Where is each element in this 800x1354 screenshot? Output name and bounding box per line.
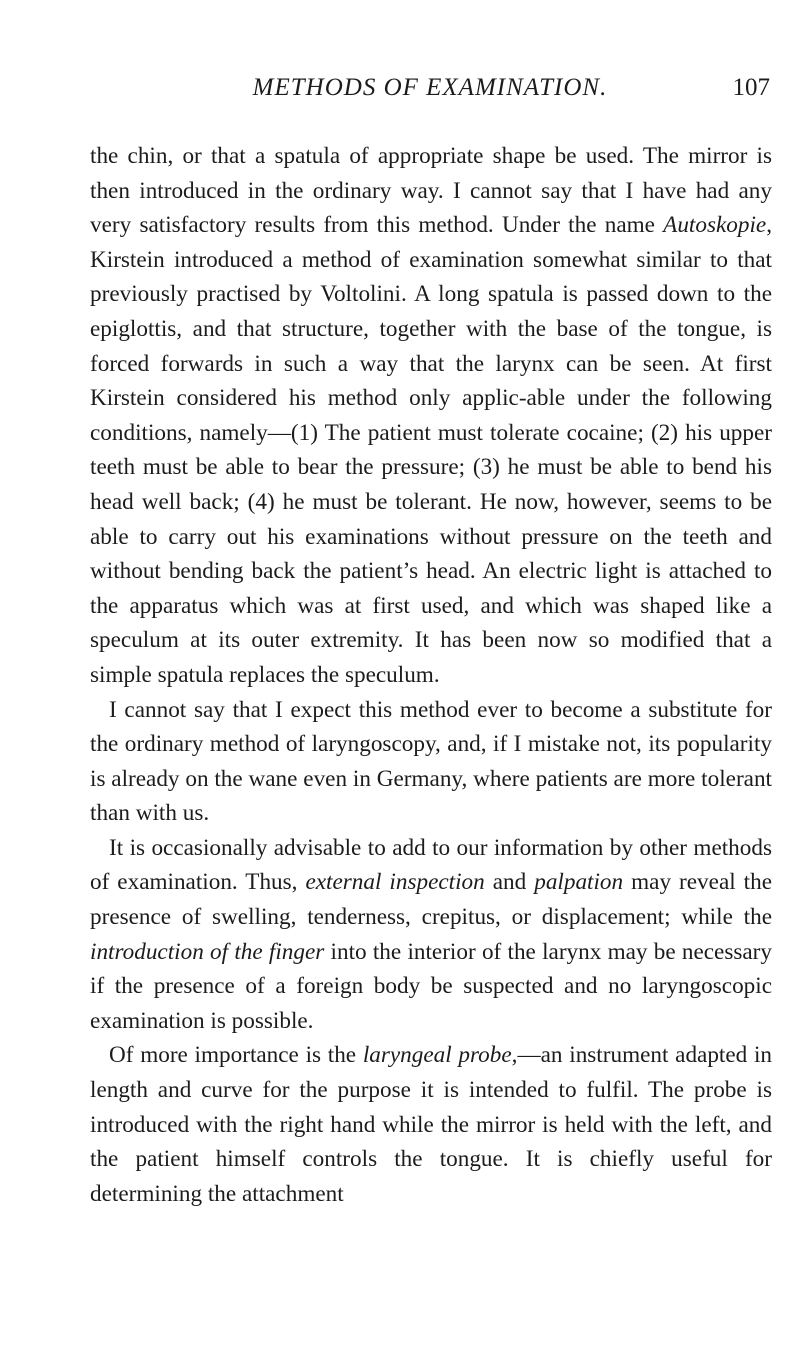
italic-term-laryngeal-probe: laryngeal probe xyxy=(362,1042,512,1069)
text-segment: , Kirstein introduced a method of examination somewhat similar to that previously practised by Voltolini. A long spatula is passed down to the epiglottis, and that structure, together with the base of the tongue, is forced forwards in such a way that the larynx can be seen. At first Kirstein considered his method only applic-able under the following conditions, namely—(1) The patient must tolerate cocaine; (2) his upper teeth must be able to bear the pressure; (3) he must be able to bend his head well back; (4) he must be tolerant. He now, however, seems to be able to carry out his examinations without pressure on the teeth and without bending back the patient’s head. An electric light is attached to the apparatus which was at first used, and which was shaped like a speculum at its outer extremity. It has been now so modified that a simple spatula replaces the speculum. xyxy=(90,212,772,688)
paragraph-3 xyxy=(90,831,772,1039)
body-text xyxy=(90,139,772,1211)
italic-term-autoskopie: Autoskopie xyxy=(663,212,767,239)
text-segment: may reveal the presence of swelling, tenderness, crepitus, or displacement; while the xyxy=(90,869,772,931)
text-segment: into the interior of the larynx may be necessary if the presence of a foreign body be suspected and no laryngoscopic examination is possible. xyxy=(90,938,772,1034)
text-segment: ,—an instrument adapted in length and curve for the purpose it is intended to fulfil. The probe is introduced with the right hand while the mirror is held with the left, and the patient himself controls the tongue. It is chiefly useful for determining the attachment xyxy=(90,1042,773,1207)
paragraph-1 xyxy=(90,139,772,693)
running-head xyxy=(90,74,770,114)
paragraph-4 xyxy=(90,1038,772,1211)
running-title: METHODS OF EXAMINATION. xyxy=(252,74,608,101)
italic-term-introduction-of-finger: introduction of the finger xyxy=(90,938,325,965)
text-segment: I cannot say that I expect this method ever to become a substitute for the ordinary method of laryngoscopy, and, if I mistake not, its popularity is already on the wane even in Germany, where patients are more tolerant than with us. xyxy=(90,696,772,827)
text-segment: Of more importance is the xyxy=(109,1042,363,1069)
page-number: 107 xyxy=(732,74,770,101)
text-segment: It is occasionally advisable to add to our information by other methods of examination. Thus, xyxy=(90,834,772,896)
text-segment: and xyxy=(484,869,535,896)
text-segment: the chin, or that a spatula of appropriate shape be used. The mirror is then introduced in the ordinary way. I cannot say that I have had any very satisfactory results from this method. Under the name xyxy=(90,143,772,239)
italic-term-palpation: palpation xyxy=(534,869,624,896)
paragraph-2 xyxy=(90,693,772,831)
italic-term-external-inspection: external inspection xyxy=(305,869,485,896)
